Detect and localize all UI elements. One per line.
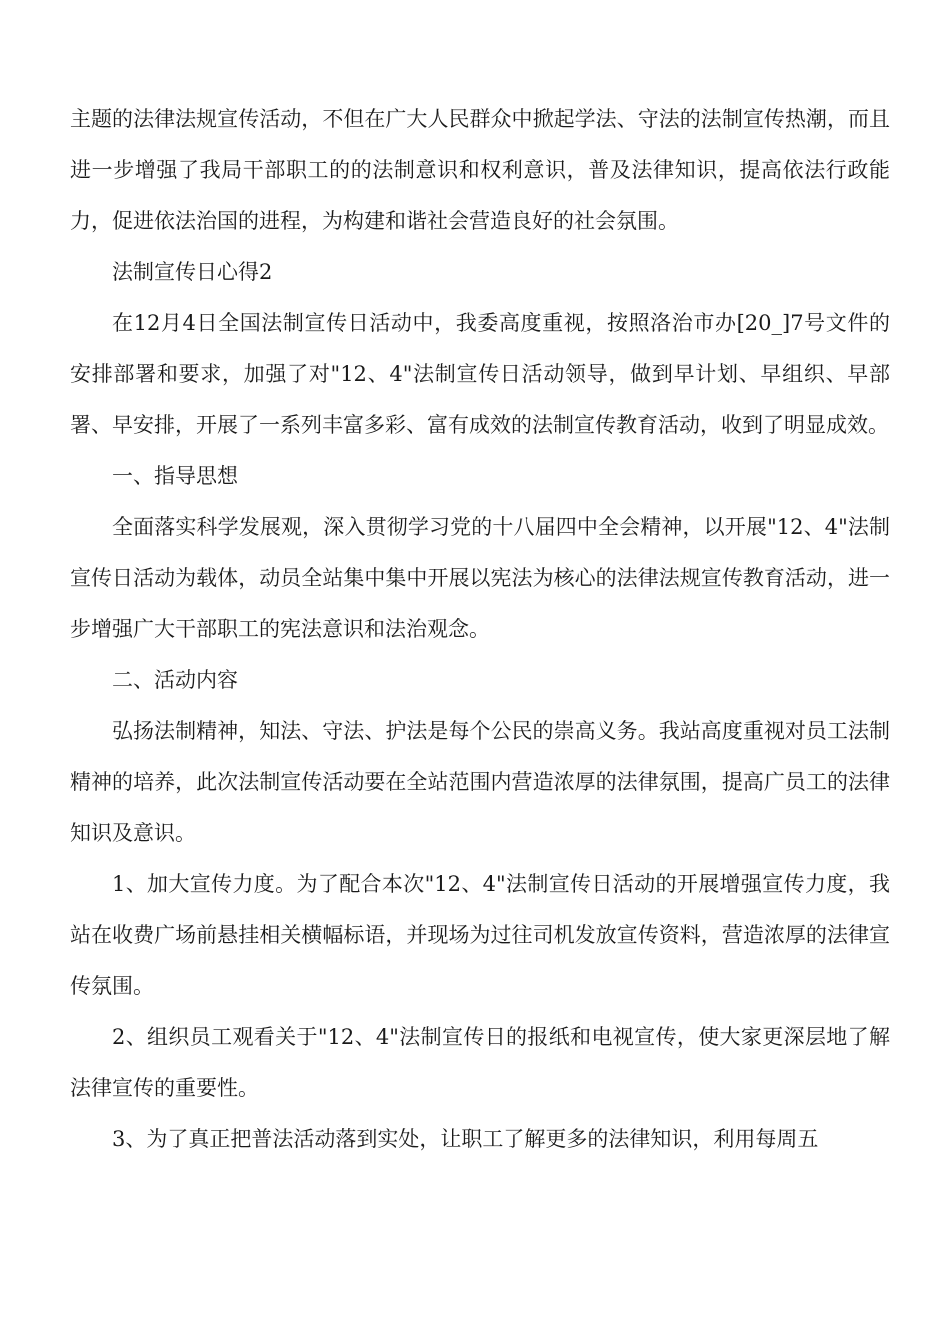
paragraph-activity-content: 弘扬法制精神，知法、守法、护法是每个公民的崇高义务。我站高度重视对员工法制精神的培养，此次法制宣传活动要在全站范围内营造浓厚的法律氛围，提高广员工的法律知识及意识。 [70, 719, 890, 845]
section-heading-xinde-2: 法制宣传日心得2 [112, 260, 273, 284]
list-item-1: 1、加大宣传力度。为了配合本次"12、4"法制宣传日活动的开展增强宣传力度，我站在收费广场前悬挂相关横幅标语，并现场为过往司机发放宣传资料，营造浓厚的法律宣传氛围。 [70, 872, 890, 998]
heading-guiding-thought: 一、指导思想 [112, 464, 238, 488]
list-item-3: 3、为了真正把普法活动落到实处，让职工了解更多的法律知识，利用每周五 [112, 1127, 819, 1151]
heading-activity-content: 二、活动内容 [112, 668, 238, 692]
paragraph-intro: 在12月4日全国法制宣传日活动中，我委高度重视，按照洛治市办[20_]7号文件的安排部署和要求，加强了对"12、4"法制宣传日活动领导，做到早计划、早组织、早部署、早安排，开展了一系列丰富多彩、富有成效的法制宣传教育活动，收到了明显成效。 [70, 311, 890, 437]
paragraph-guiding-thought: 全面落实科学发展观，深入贯彻学习党的十八届四中全会精神，以开展"12、4"法制宣传日活动为载体，动员全站集中集中开展以宪法为核心的法律法规宣传教育活动，进一步增强广大干部职工的宪法意识和法治观念。 [70, 515, 890, 641]
list-item-2: 2、组织员工观看关于"12、4"法制宣传日的报纸和电视宣传，使大家更深层地了解法律宣传的重要性。 [70, 1025, 890, 1100]
paragraph-continuation: 主题的法律法规宣传活动，不但在广大人民群众中掀起学法、守法的法制宣传热潮，而且进一步增强了我局干部职工的的法制意识和权利意识，普及法律知识，提高依法行政能力，促进依法治国的进程，为构建和谐社会营造良好的社会氛围。 [70, 107, 890, 233]
document-body [70, 94, 890, 1165]
